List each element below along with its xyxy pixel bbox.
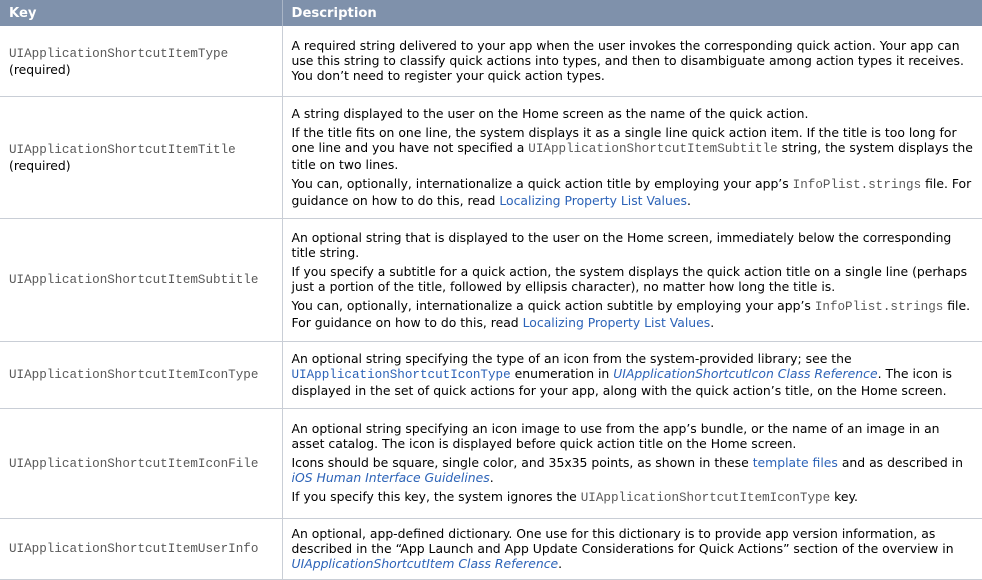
key-name: UIApplicationShortcutItemIconType bbox=[9, 368, 259, 382]
description-paragraph: An optional string specifying the type of an icon from the system-provided library; see the UIApplicationShortcutIconType enumeration in UIApplicationShortcutIcon Class Reference. The icon is displayed in the set of quick actions for your app, along with the quick action’s title, on the Home screen. bbox=[291, 351, 952, 398]
description-paragraph: You can, optionally, internationalize a quick action subtitle by employing your app’s InfoPlist.strings file. For guidance on how to do this, read Localizing Property List Values. bbox=[291, 297, 971, 330]
inline-code: UIApplicationShortcutItemIconType bbox=[580, 490, 831, 505]
description-paragraph: An optional string that is displayed to the user on the Home screen, immediately below the corresponding title string. bbox=[291, 229, 952, 260]
description-paragraph: A string displayed to the user on the Home screen as the name of the quick action. bbox=[291, 106, 809, 121]
key-name: UIApplicationShortcutItemType bbox=[9, 46, 229, 61]
key-name: UIApplicationShortcutItemIconFile bbox=[9, 456, 259, 471]
description-cell bbox=[282, 26, 982, 96]
shortcut-item-class-reference-link[interactable]: UIApplicationShortcutItem Class Reference bbox=[291, 556, 559, 571]
description-cell bbox=[282, 218, 982, 341]
description-paragraph: An optional, app-defined dictionary. One use for this dictionary is to provide app version information, as described in the “App Launch and App Update Considerations for Quick Actions” section of the overview in UIApplicationShortcutItem Class Reference. bbox=[291, 526, 954, 571]
key-name: UIApplicationShortcutItemSubtitle bbox=[9, 273, 259, 287]
description-paragraph: If you specify a subtitle for a quick action, the system displays the quick action title on a single line (perhaps just a portion of the title, followed by ellipsis character), no matter how long the title is. bbox=[291, 263, 968, 294]
icon-type-enum-link[interactable]: UIApplicationShortcutIconType bbox=[291, 368, 511, 382]
key-cell bbox=[0, 341, 282, 408]
key-cell bbox=[0, 408, 282, 518]
required-label: (required) bbox=[9, 158, 71, 173]
localizing-plist-link[interactable]: Localizing Property List Values bbox=[522, 314, 711, 330]
description-cell bbox=[282, 408, 982, 518]
table-row bbox=[0, 341, 982, 408]
ios-hig-link[interactable]: iOS Human Interface Guidelines bbox=[291, 469, 490, 485]
description-cell bbox=[282, 518, 982, 579]
inline-code: InfoPlist.strings bbox=[792, 178, 922, 192]
key-cell bbox=[0, 218, 282, 341]
description-cell bbox=[282, 341, 982, 408]
table-row bbox=[0, 26, 982, 96]
description-paragraph: If the title fits on one line, the system displays it as a single line quick action item. If the title is too long for one line and you have not specified a UIApplicationShortcutItemSubtitle string, the system displays the title on two lines. bbox=[291, 125, 973, 172]
inline-code: InfoPlist.strings bbox=[814, 299, 944, 314]
table-header-row bbox=[0, 0, 982, 26]
key-column-header: Key bbox=[0, 0, 282, 26]
key-name: UIApplicationShortcutItemTitle bbox=[9, 143, 236, 157]
description-paragraph: If you specify this key, the system ignores the UIApplicationShortcutItemIconType key. bbox=[291, 488, 858, 505]
description-paragraph: You can, optionally, internationalize a quick action title by employing your app’s InfoPlist.strings file. For guidance on how to do this, read Localizing Property List Values. bbox=[291, 176, 972, 208]
description-column-header: Description bbox=[282, 0, 982, 26]
description-paragraph: An optional string specifying an icon image to use from the app’s bundle, or the name of an image in an asset catalog. The icon is displayed before quick action title on the Home screen. bbox=[291, 420, 940, 451]
description-paragraph: Icons should be square, single color, and 35x35 points, as shown in these template files and as described in iOS Human Interface Guidelines. bbox=[291, 454, 963, 485]
key-cell bbox=[0, 96, 282, 218]
localizing-plist-link[interactable]: Localizing Property List Values bbox=[499, 193, 687, 208]
required-label: (required) bbox=[9, 61, 71, 77]
table-row bbox=[0, 218, 982, 341]
description-paragraph: A required string delivered to your app when the user invokes the corresponding quick action. Your app can use this string to classify quick actions into types, and then to disambiguate among action types it receives. You don’t need to register your quick action types. bbox=[291, 38, 964, 84]
key-cell bbox=[0, 518, 282, 579]
shortcut-icon-class-reference-link[interactable]: UIApplicationShortcutIcon Class Reference bbox=[613, 366, 878, 381]
template-files-link[interactable]: template files bbox=[752, 454, 838, 470]
table-row bbox=[0, 96, 982, 218]
key-cell bbox=[0, 26, 282, 96]
description-cell bbox=[282, 96, 982, 218]
table-row bbox=[0, 518, 982, 579]
inline-code: UIApplicationShortcutItemSubtitle bbox=[528, 142, 778, 156]
key-name: UIApplicationShortcutItemUserInfo bbox=[9, 542, 259, 556]
table-row bbox=[0, 408, 982, 518]
